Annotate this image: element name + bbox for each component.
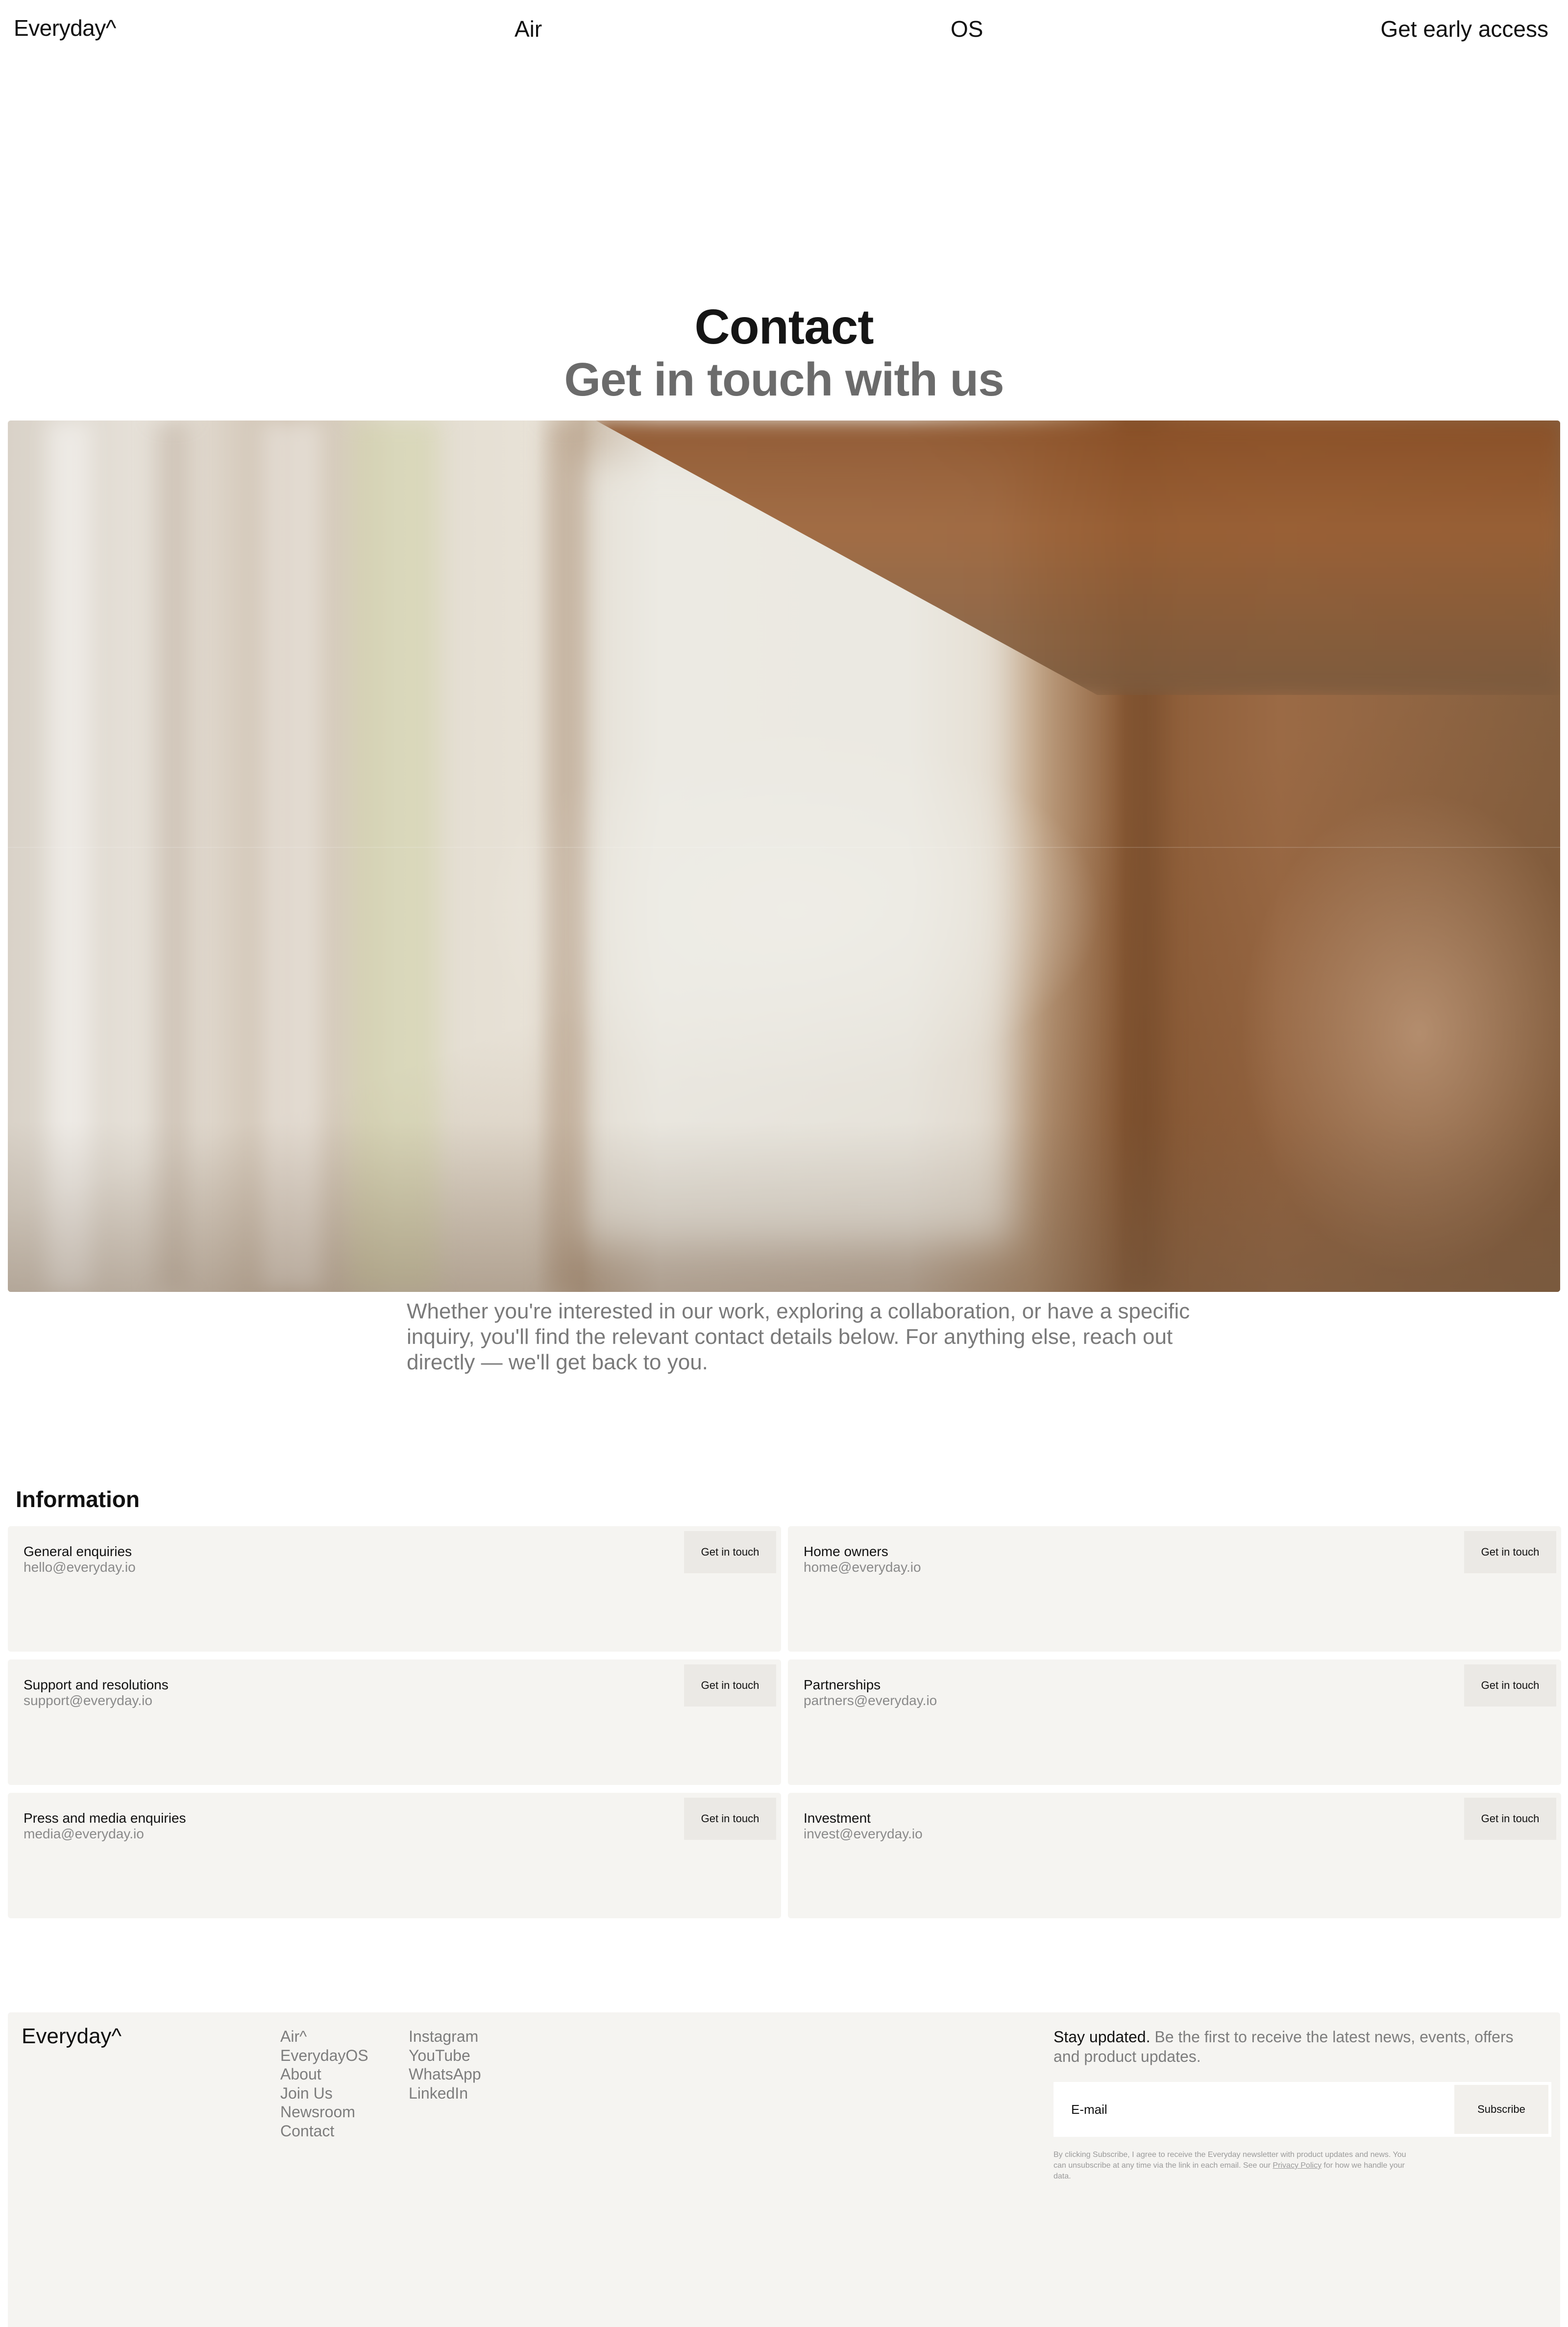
- footer-link-contact[interactable]: Contact: [280, 2122, 335, 2140]
- get-in-touch-button[interactable]: Get in touch: [1464, 1798, 1556, 1840]
- get-early-access-link[interactable]: Get early access: [1380, 16, 1548, 42]
- card-title: Home owners: [804, 1544, 888, 1559]
- footer-social-links: [409, 2027, 481, 2103]
- get-in-touch-button[interactable]: Get in touch: [684, 1798, 776, 1840]
- newsletter-lead: Stay updated.: [1054, 2028, 1151, 2046]
- get-in-touch-button[interactable]: Get in touch: [1464, 1531, 1556, 1573]
- get-in-touch-button[interactable]: Get in touch: [684, 1531, 776, 1573]
- newsletter-description: Be the first to receive the latest news, events, offers and product updates.: [1054, 2028, 1514, 2065]
- card-title: Support and resolutions: [24, 1677, 169, 1692]
- site-footer: [8, 2012, 1560, 2327]
- card-email[interactable]: invest@everyday.io: [804, 1826, 923, 1841]
- nav-link-os[interactable]: OS: [951, 16, 983, 42]
- card-title: Press and media enquiries: [24, 1810, 186, 1826]
- contact-card-home-owners: [788, 1526, 1561, 1652]
- footer-link-about[interactable]: About: [280, 2065, 321, 2083]
- top-navigation: [0, 0, 1568, 59]
- contact-card-partnerships: [788, 1659, 1561, 1785]
- card-title: Partnerships: [804, 1677, 881, 1692]
- footer-nav-links: [280, 2027, 368, 2140]
- privacy-policy-link[interactable]: Privacy Policy: [1273, 2161, 1322, 2170]
- footer-link-youtube[interactable]: YouTube: [409, 2046, 470, 2064]
- footer-link-whatsapp[interactable]: WhatsApp: [409, 2065, 481, 2083]
- card-email[interactable]: home@everyday.io: [804, 1560, 921, 1575]
- contact-card-general: [8, 1526, 781, 1652]
- information-heading: Information: [16, 1486, 140, 1512]
- newsletter-text: [1054, 2027, 1544, 2066]
- newsletter-legal-text: [1054, 2150, 1406, 2182]
- subscribe-button[interactable]: Subscribe: [1454, 2085, 1548, 2134]
- get-in-touch-button[interactable]: Get in touch: [684, 1664, 776, 1707]
- legal-text-after: for how we handle your data.: [1054, 2161, 1405, 2180]
- contact-card-support: [8, 1659, 781, 1785]
- page-title: Contact: [694, 299, 874, 354]
- contact-card-investment: [788, 1793, 1561, 1918]
- card-email[interactable]: support@everyday.io: [24, 1693, 152, 1708]
- site-logo[interactable]: Everyday^: [14, 15, 116, 41]
- footer-link-linkedin[interactable]: LinkedIn: [409, 2084, 468, 2102]
- nav-link-air[interactable]: Air: [514, 16, 542, 42]
- footer-link-air[interactable]: Air^: [280, 2028, 307, 2045]
- hero-image: [8, 421, 1560, 1292]
- email-input[interactable]: [1071, 2085, 1444, 2134]
- page-subtitle: Get in touch with us: [564, 353, 1004, 406]
- footer-link-newsroom[interactable]: Newsroom: [280, 2103, 355, 2121]
- card-email[interactable]: hello@everyday.io: [24, 1560, 136, 1575]
- footer-logo[interactable]: Everyday^: [22, 2024, 122, 2048]
- card-email[interactable]: media@everyday.io: [24, 1826, 144, 1841]
- card-title: General enquiries: [24, 1544, 132, 1559]
- footer-link-join-us[interactable]: Join Us: [280, 2084, 333, 2102]
- intro-text: Whether you're interested in our work, exploring a collaboration, or have a specific inquiry, you'll find the relevant contact details below. For anything else, reach out directly — we'll get back to you.: [407, 1299, 1190, 1374]
- footer-link-everydayos[interactable]: EverydayOS: [280, 2046, 368, 2064]
- newsletter-form: [1054, 2082, 1551, 2137]
- card-email[interactable]: partners@everyday.io: [804, 1693, 937, 1708]
- legal-text-before: By clicking Subscribe, I agree to receive the Everyday newsletter with product updates and news. You can unsubscribe at any time via the link in each email. See our: [1054, 2151, 1406, 2170]
- footer-link-instagram[interactable]: Instagram: [409, 2028, 479, 2045]
- contact-card-press: [8, 1793, 781, 1918]
- get-in-touch-button[interactable]: Get in touch: [1464, 1664, 1556, 1707]
- card-title: Investment: [804, 1810, 871, 1826]
